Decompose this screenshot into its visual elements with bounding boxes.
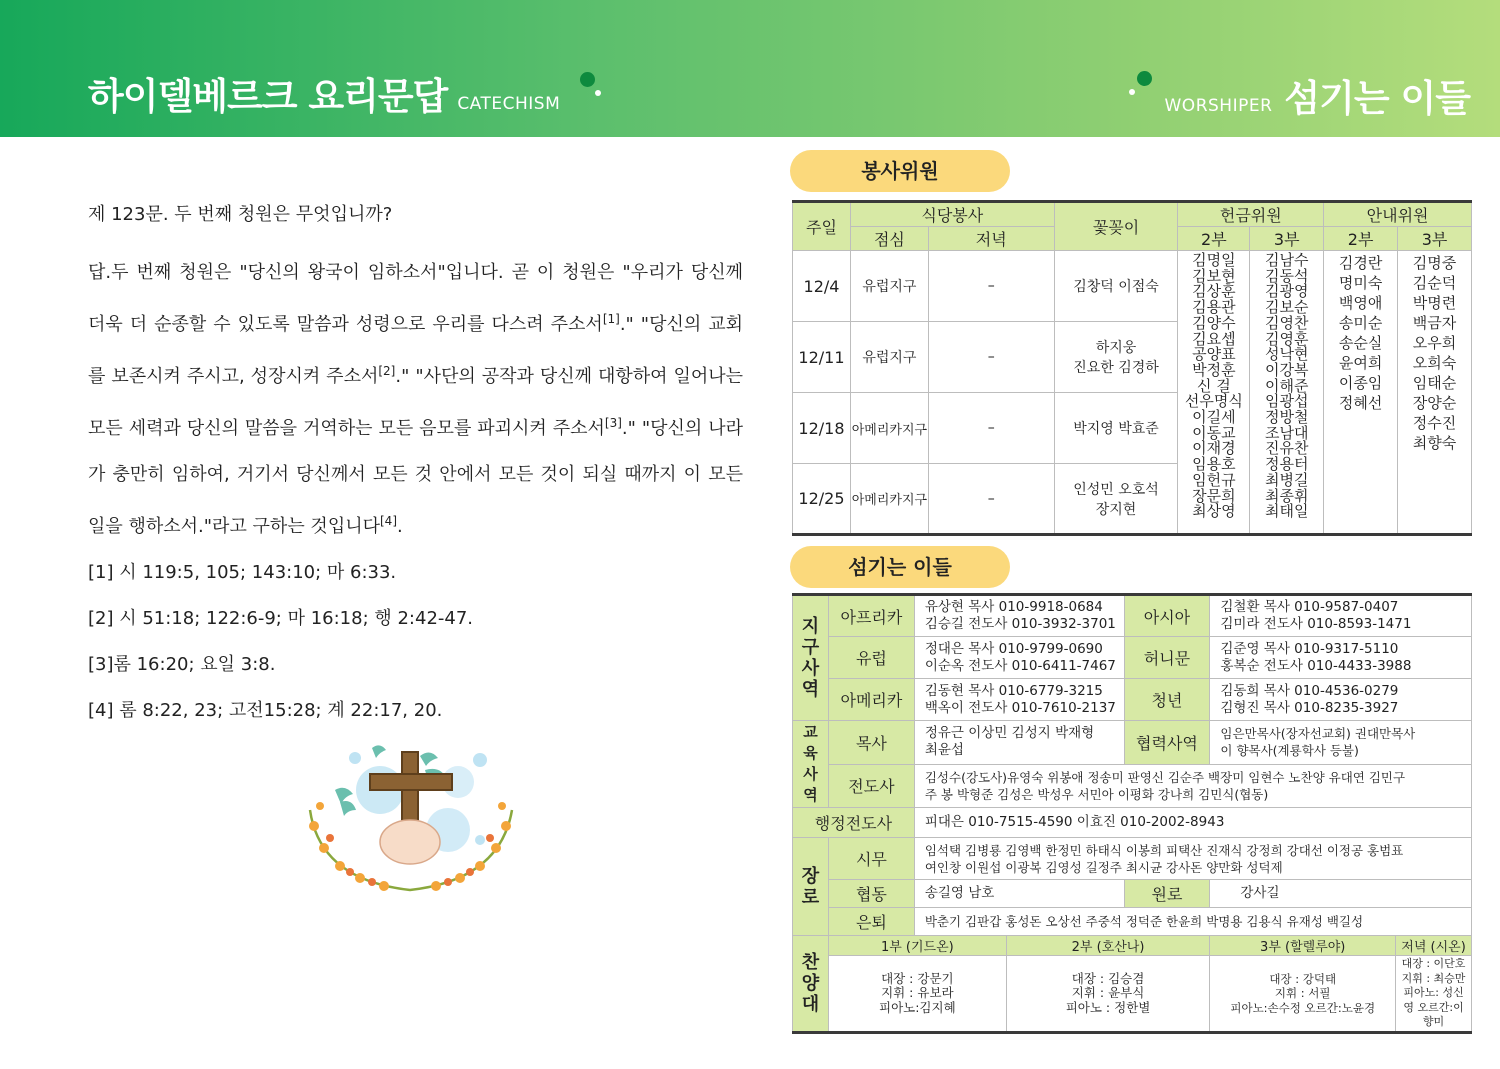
decorative-dot-icon [1137,71,1152,86]
choir-2-name: 2부 (호산나) [1006,936,1210,956]
district-america-contacts [914,679,1124,721]
district-asia-contacts [1210,595,1472,637]
row-lunch: 아메리카지구 [850,393,928,464]
table-row [793,251,1472,322]
row-date: 12/11 [793,322,851,393]
row-date: 12/18 [793,393,851,464]
district-ministry-label: 지 구 사 역 [793,595,829,721]
choir-line: 피아노:김지혜 [879,999,956,1015]
col-offering-2: 2부 [1178,227,1250,251]
choir-line: 지휘 : 윤부식 [1071,985,1145,1000]
names-line: 주 봉 박형준 김성은 박성우 서민아 이평화 강나희 김민식(협동) [924,786,1269,802]
answer-text: ." "당신의 교회를 보존시켜 주시고, 성장시켜 주소서 [88,314,743,387]
edu-pastor-names [914,721,1124,765]
contact-line: 김준영 목사 010-9317-5110 [1220,640,1399,657]
table-row [793,838,1472,880]
guide-3-names: 김명중 김순덕 박명련 백금자 오우희 오희숙 임태순 장양순 정수진 최향숙 [1398,251,1472,535]
choir-1-members [828,956,1006,1033]
servers-title: 섬기는 이들 [790,546,1010,588]
catechism-section-title: 하이델베르크 요리문답 [88,75,448,118]
district-america-label: 아메리카 [828,679,914,721]
edu-evangelist-label: 전도사 [828,764,914,808]
row-dinner: – [928,393,1054,464]
col-cafeteria: 식당봉사 [850,202,1054,227]
district-honiara-contacts [1210,637,1472,679]
choir-line: 대장 : 강문기 [881,970,954,986]
contact-line: 홍복순 전도사 010-4433-3988 [1220,657,1412,674]
row-date: 12/4 [793,251,851,322]
table-row [793,595,1472,637]
elder-emeritus-names: 강사길 [1210,880,1472,908]
col-sunday: 주일 [793,202,851,251]
guide-2-names: 김경란 명미숙 백영애 송미순 송순실 윤여희 이종임 정혜선 [1324,251,1398,535]
choir-line: 지휘 : 서필 [1274,986,1331,1000]
col-flowers: 꽃꽂이 [1054,202,1178,251]
names-line: 김성수(강도사)유영숙 위봉애 정송미 판영신 김순주 백장미 임현수 노찬양 유대연 김민구 [924,769,1406,785]
contact-line: 이순옥 전도사 010-6411-7467 [924,657,1116,674]
choir-line: 피아노 : 정한별 [1065,999,1151,1015]
table-row [793,956,1472,1033]
row-lunch: 아메리카지구 [850,464,928,535]
names-line: 이 향목사(계룡학사 등불) [1220,743,1359,759]
reference-line: [4] 롬 8:22, 23; 고전15:28; 계 22:17, 20. [88,700,443,721]
answer-text: . [397,516,403,537]
district-youth-contacts [1210,679,1472,721]
contact-line: 김미라 전도사 010-8593-1471 [1220,616,1412,632]
col-guide-2: 2부 [1324,227,1398,251]
elder-assoc-label: 협동 [828,880,914,908]
footnote-marker: [4] [380,514,397,528]
decorative-dot-icon [580,72,595,87]
edu-evangelist-names [914,764,1471,808]
district-youth-label: 청년 [1124,679,1210,721]
footnote-marker: [3] [604,416,622,430]
choir-1-name: 1부 (기드온) [828,936,1006,956]
offering-3-names: 김남수 김동석 김광영 김보순 김영찬 김영훈 성낙현 이강복 이해준 임광섭 정방철 조남대 진유찬 정용터 최병길 최종휘 최태일 [1250,251,1324,535]
offering-2-names: 김명일 김보현 김상훈 김용관 김양수 김요셉 공양표 박정훈 신 걸 선우명식 이길세 이동교 이재경 임용호 임헌규 장문희 최상영 [1178,251,1250,535]
row-date: 12/25 [793,464,851,535]
contact-line: 유상현 목사 010-9918-0684 [924,599,1103,615]
choir-3-members [1210,956,1396,1033]
choir-line: 지휘 : 유보라 [881,985,954,1000]
contact-line: 백옥이 전도사 010-7610-2137 [924,699,1116,716]
choir-line: 지휘 : 최승만 [1401,971,1466,985]
catechism-body [88,198,743,734]
worshiper-section-subtitle: WORSHIPER [1164,96,1273,116]
answer-text: ." "사단의 공작과 당신께 대항하여 일어나는 모든 세력과 당신의 말씀을 거역하는 모든 음모를 파괴시켜 주소서 [88,366,743,439]
choir-2-members [1006,956,1210,1033]
header-left [88,66,560,120]
district-europe-contacts [914,637,1124,679]
elders-label: 장 로 [793,838,829,936]
col-offering-3: 3부 [1250,227,1324,251]
catechism-question: 제 123문. 두 번째 청원은 무엇입니까? [88,204,393,225]
choir-line: 피아노: 성신영 오르간:이향미 [1403,986,1464,1028]
choir-label: 찬 양 대 [793,936,829,1033]
names-line: 최윤섭 [924,742,964,759]
choir-line: 피아노:손수정 오르간:노윤경 [1230,1000,1376,1015]
page-header [0,0,1500,137]
district-africa-contacts [914,595,1124,637]
volunteers-table [792,200,1472,536]
table-row [793,908,1472,936]
elder-active-names [914,838,1471,880]
decorative-dot-icon [1129,89,1135,95]
admin-evangelist-contacts: 피대은 010-7515-4590 이효진 010-2002-8943 [914,808,1471,838]
decorative-dot-icon [595,90,601,96]
choir-4-name: 저녁 (시온) [1396,936,1472,956]
catechism-answer [88,250,743,550]
row-dinner: – [928,251,1054,322]
coop-ministry-label: 협력사역 [1124,721,1210,765]
row-flowers: 인성민 오호석 장지현 [1054,464,1178,535]
footnote-marker: [1] [602,312,620,326]
contact-line: 김형진 목사 010-8235-3927 [1220,699,1399,716]
reference-line: [3]롬 16:20; 요일 3:8. [88,654,276,675]
elder-emeritus-label: 원로 [1124,880,1210,908]
district-africa-label: 아프리카 [828,595,914,637]
coop-ministry-names [1210,721,1472,765]
answer-text: ." "당신의 나라가 충만히 임하여, 거기서 당신께서 모든 것 안에서 모든 것이 되실 때까지 이 모든 일을 행하소서."라고 구하는 것입니다 [88,418,744,537]
elder-retired-label: 은퇴 [828,908,914,936]
edu-ministry-label: 교육 사역 [793,721,829,808]
header-right [1165,68,1471,122]
table-row [793,880,1472,908]
row-dinner: – [928,464,1054,535]
volunteers-title: 봉사위원 [790,150,1010,192]
reference-line: [1] 시 119:5, 105; 143:10; 마 6:33. [88,562,397,583]
row-flowers: 하지웅 진요한 김경하 [1054,322,1178,393]
names-line: 정유근 이상민 김성지 박재형 [924,725,1095,742]
elder-active-label: 시무 [828,838,914,880]
contact-line: 김철환 목사 010-9587-0407 [1220,599,1399,615]
col-lunch: 점심 [850,227,928,251]
cross-doves-flowers-illustration [280,730,540,900]
names-line: 임은만목사(장자선교회) 권대만목사 [1220,726,1416,742]
elder-assoc-names: 송길영 남호 [914,880,1124,908]
names-line: 여인창 이원섭 이광복 김영성 길정주 최시균 강사돈 양만화 성덕제 [924,859,1283,875]
district-europe-label: 유럽 [828,637,914,679]
choir-4-members [1396,956,1472,1033]
table-row [793,764,1472,808]
table-row [793,721,1472,765]
col-guide: 안내위원 [1324,202,1472,227]
reference-line: [2] 시 51:18; 122:6-9; 마 16:18; 행 2:42-47. [88,608,474,629]
row-flowers: 김창덕 이점숙 [1054,251,1178,322]
row-flowers: 박지영 박효준 [1054,393,1178,464]
table-row [793,637,1472,679]
district-asia-label: 아시아 [1124,595,1210,637]
catechism-section-subtitle: CATECHISM [457,94,561,114]
contact-line: 정대은 목사 010-9799-0690 [924,640,1103,657]
row-dinner: – [928,322,1054,393]
choir-line: 대장 : 강덕태 [1269,971,1337,986]
contact-line: 김동현 목사 010-6779-3215 [924,682,1103,699]
col-guide-3: 3부 [1398,227,1472,251]
choir-line: 대장 : 김승겸 [1071,970,1145,986]
worshiper-section-title: 섬기는 이들 [1284,77,1470,120]
names-line: 임석택 김병룡 김영백 한정민 하태식 이봉희 피택산 진재식 강정희 강대선 이정공 홍범표 [924,842,1404,858]
row-lunch: 유럽지구 [850,251,928,322]
footnote-marker: [2] [378,364,396,378]
col-offering: 헌금위원 [1178,202,1324,227]
choir-line: 대장 : 이단호 [1401,957,1466,970]
servers-table [792,593,1472,1034]
contact-line: 김동희 목사 010-4536-0279 [1220,682,1399,699]
row-lunch: 유럽지구 [850,322,928,393]
col-dinner: 저녁 [928,227,1054,251]
table-row [793,679,1472,721]
contact-line: 김승길 전도사 010-3932-3701 [924,616,1116,632]
answer-text: 답.두 번째 청원은 "당신의 왕국이 임하소서"입니다. 곧 이 청원은 "우리가 당신께 더욱 더 순종할 수 있도록 말씀과 성령으로 우리를 다스려 주소서 [88,262,743,335]
table-row [793,808,1472,838]
table-row [793,936,1472,956]
edu-pastor-label: 목사 [828,721,914,765]
district-honiara-label: 허니문 [1124,637,1210,679]
admin-evangelist-label: 행정전도사 [793,808,915,838]
elder-retired-names: 박춘기 김판갑 홍성돈 오상선 주중석 정덕준 한윤희 박명용 김용식 유재성 백길성 [914,908,1471,936]
choir-3-name: 3부 (할렐루야) [1210,936,1396,956]
